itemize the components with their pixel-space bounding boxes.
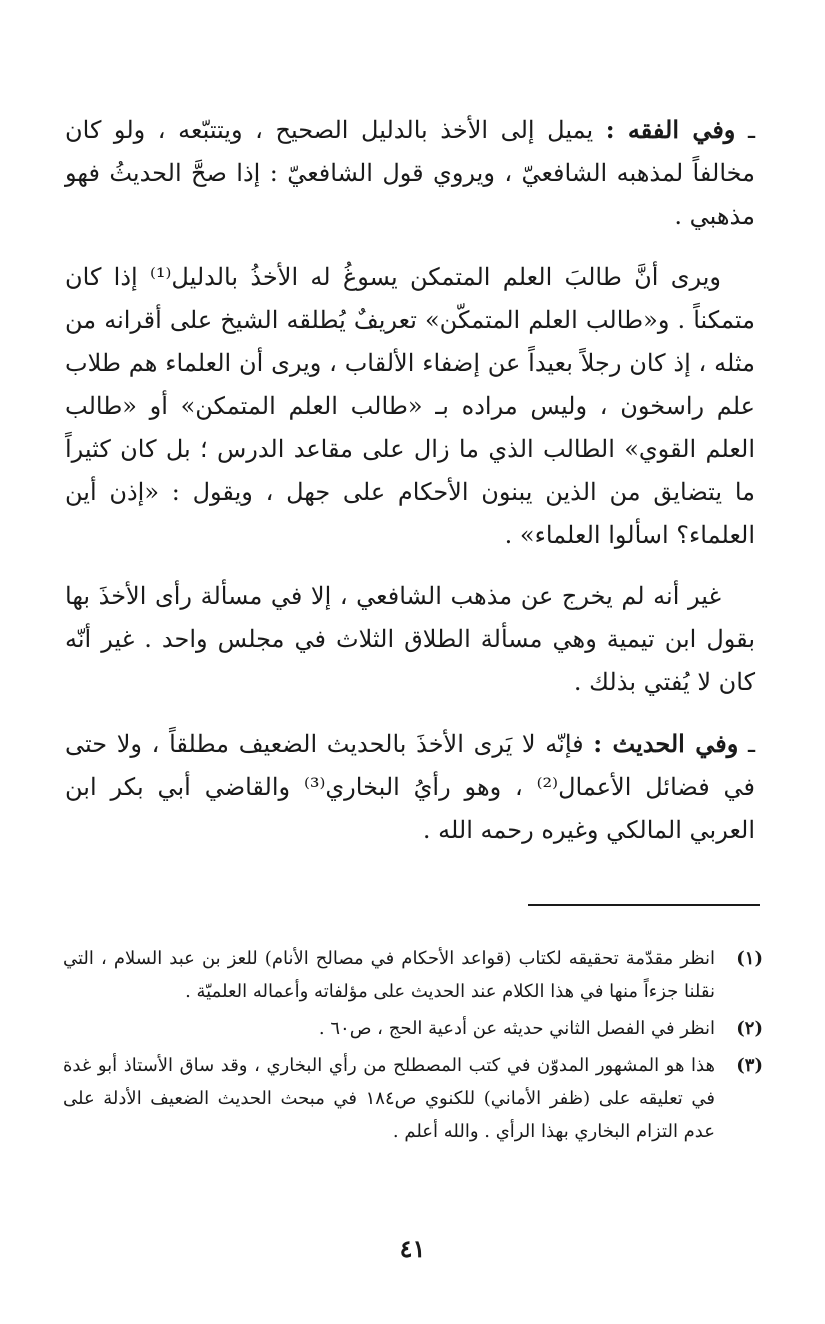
footnote-number: (٢) [736,1018,763,1039]
page-number: ٤١ [399,1234,426,1263]
footnote-text: انظر مقدّمة تحقيقه لكتاب (قواعد الأحكام في مصالح الأنام) للعز بن عبد السلام ، التي نقلنا جزءاً منها في هذا الكلام عند الحديث على مؤلفاته وأعماله العلميّة . [63,948,715,1002]
paragraph-dash: ـ [738,730,756,758]
footnote-number: (١) [736,948,763,969]
footnotes [63,942,763,1152]
footnote-item [63,1049,763,1148]
footnote-text: انظر في الفصل الثاني حديثه عن أدعية الحج ، ص٦٠ . [318,1018,715,1039]
paragraph-dash: ـ [735,116,755,144]
main-text [65,108,755,870]
paragraph-hadith [65,722,755,852]
footnote-divider [528,904,760,906]
paragraph-madhhab: غير أنه لم يخرج عن مذهب الشافعي ، إلا في مسألة رأى الأخذَ بها بقول ابن تيمية وهي مسألة الطلاق الثلاث في مجلس واحد . غير أنّه كان لا يُفتي بذلك . [65,582,755,696]
hadith-text: فإنّه لا يَرى الأخذَ بالحديث الضعيف مطلقاً ، ولا حتى في فضائل الأعمال⁽²⁾ ، وهو رأيُ البخاري⁽³⁾ والقاضي أبي بكر ابن العربي المالكي وغيره رحمه الله . [65,730,756,844]
footnote-text: هذا هو المشهور المدوّن في كتب المصطلح من رأي البخاري ، وقد ساق الأستاذ أبو غدة في تعليقه على (ظفر الأماني) للكنوي ص١٨٤ في مبحث الحديث الضعيف الأدلة على عدم التزام البخاري بهذا الرأي . والله أعلم . [63,1055,715,1142]
footnote-item [63,1012,763,1045]
hadith-heading: وفي الحديث : [593,729,739,758]
paragraph-fiqh [65,108,755,238]
fiqh-heading: وفي الفقه : [605,115,736,144]
footnote-number: (٣) [736,1055,763,1076]
paragraph-student: ويرى أنَّ طالبَ العلم المتمكن يسوغُ له الأخذُ بالدليل⁽¹⁾ إذا كان متمكناً . و«طالب العلم المتمكّن» تعريفٌ يُطلقه الشيخ على أقرانه من مثله ، إذ كان رجلاً بعيداً عن إضفاء الألقاب ، ويرى أن العلماء هم طلاب علم راسخون ، وليس مراده بـ «طالب العلم المتمكن» أو «طالب العلم القوي» الطالب الذي ما زال على مقاعد الدرس ؛ بل كان كثيراً ما يتضايق من الذين يبنون الأحكام على جهل ، ويقول : «إذن أين العلماء؟ اسألوا العلماء» . [65,263,755,549]
fiqh-text: يميل إلى الأخذ بالدليل الصحيح ، ويتتبّعه ، ولو كان مخالفاً لمذهبه الشافعيّ ، ويروي قول الشافعيّ : إذا صحَّ الحديثُ فهو مذهبي . [65,116,755,230]
footnote-item [63,942,763,1008]
